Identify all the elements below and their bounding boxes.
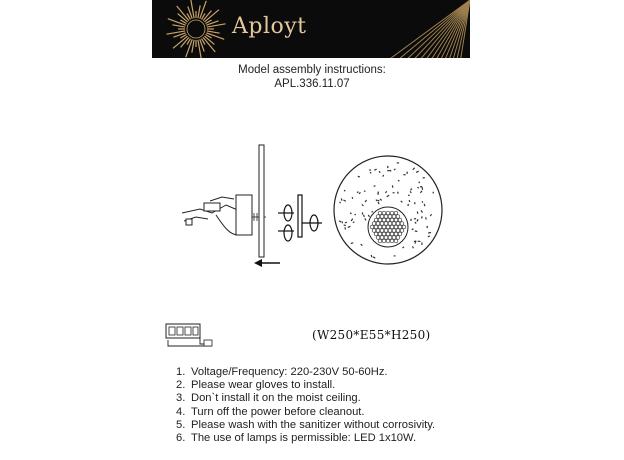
sunburst-logo-icon [152,0,470,58]
list-item: 5. Please wash with the sanitizer without corrosivity. [176,418,436,431]
list-item: 1. Voltage/Frequency: 220-230V 50-60Hz. [176,366,388,378]
dimensions-label: (W250*E55*H250) [312,328,431,342]
instruction-list [176,366,435,445]
list-item: 2. Please wear gloves to install. [176,379,336,392]
list-item: 3. Don`t install it on the moist ceiling. [176,392,361,405]
wiring-terminal-diagram [160,320,220,352]
brand-banner [152,0,470,58]
model-number: APL.336.11.07 [274,78,350,90]
page-title: Model assembly instructions: [238,64,386,76]
assembly-diagram [160,135,460,275]
brand-name: Aployt [232,14,307,39]
list-item: 4. Turn off the power before cleanout. [176,405,365,418]
list-item: 6. The use of lamps is permissible: LED 1x10W. [176,432,417,445]
